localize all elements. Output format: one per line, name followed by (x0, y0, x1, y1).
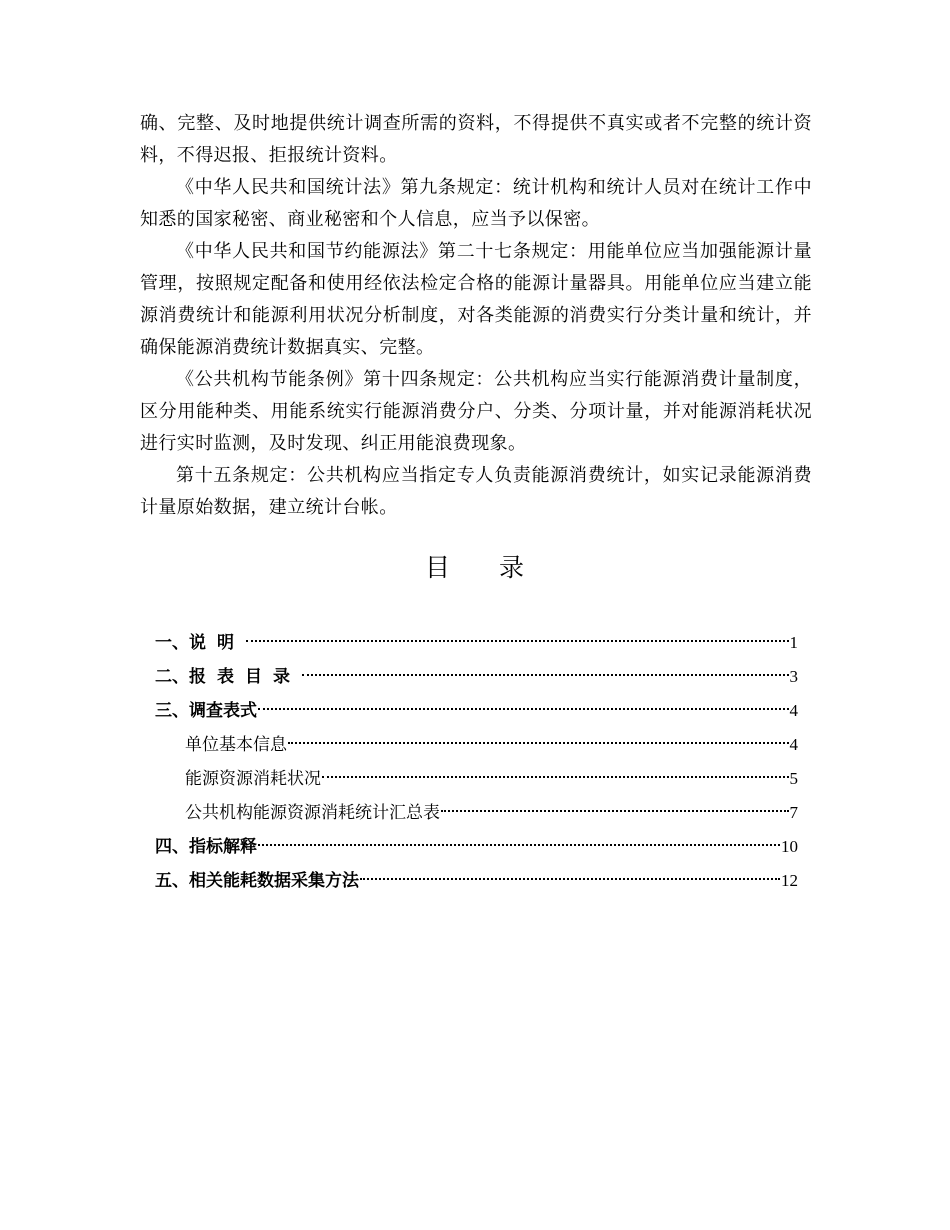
toc-entry-indicator-explanation[interactable] (155, 830, 798, 864)
toc-dot-leader (246, 640, 789, 642)
table-of-contents (155, 626, 798, 898)
toc-dot-leader (258, 844, 780, 846)
toc-dot-leader (258, 708, 789, 710)
toc-page-number: 12 (781, 871, 798, 890)
toc-page-number: 4 (789, 735, 798, 754)
toc-entry-label: 能源资源消耗状况 (185, 769, 321, 789)
toc-dot-leader (288, 742, 789, 744)
toc-entry-energy-consumption-status[interactable] (155, 762, 798, 796)
toc-page-number: 3 (789, 667, 798, 686)
toc-entry-report-catalog[interactable] (155, 660, 798, 694)
toc-page-number: 4 (789, 701, 798, 720)
toc-entry-number: 五、 (155, 871, 189, 891)
toc-heading-part1: 目 (424, 553, 451, 582)
toc-page-number: 7 (789, 803, 798, 822)
toc-entry-label: 报表目录 (189, 667, 301, 687)
toc-entry-number: 一、 (155, 633, 189, 653)
toc-entry-label: 指标解释 (189, 837, 257, 857)
toc-entry-number: 二、 (155, 667, 189, 687)
toc-entry-number: 四、 (155, 837, 189, 857)
toc-entry-label: 调查表式 (189, 701, 257, 721)
paragraph-continuation: 确、完整、及时地提供统计调查所需的资料，不得提供不真实或者不完整的统计资料，不得迟报、拒报统计资料。 (140, 113, 812, 166)
toc-entry-summary-table[interactable] (155, 796, 798, 830)
toc-dot-leader (302, 674, 789, 676)
toc-entry-label: 公共机构能源资源消耗统计汇总表 (185, 803, 440, 823)
toc-dot-leader (441, 810, 789, 812)
toc-heading-part2: 录 (499, 553, 526, 582)
paragraph-statistics-law: 《中华人民共和国统计法》第九条规定：统计机构和统计人员对在统计工作中知悉的国家秘密、商业秘密和个人信息，应当予以保密。 (140, 177, 812, 230)
toc-entry-number: 三、 (155, 701, 189, 721)
toc-entry-label: 相关能耗数据采集方法 (189, 871, 359, 891)
toc-entry-explanation[interactable] (155, 626, 798, 660)
regulation-text (140, 108, 812, 524)
toc-page-number: 5 (789, 769, 798, 788)
toc-entry-data-collection-methods[interactable] (155, 864, 798, 898)
toc-entry-label: 单位基本信息 (185, 735, 287, 755)
toc-entry-survey-forms[interactable] (155, 694, 798, 728)
toc-page-number: 10 (781, 837, 798, 856)
toc-entry-unit-basic-info[interactable] (155, 728, 798, 762)
paragraph-energy-conservation-law: 《中华人民共和国节约能源法》第二十七条规定：用能单位应当加强能源计量管理，按照规定配备和使用经依法检定合格的能源计量器具。用能单位应当建立能源消费统计和能源利用状况分析制度，对各类能源的消费实行分类计量和统计，并确保能源消费统计数据真实、完整。 (140, 241, 812, 358)
paragraph-article-fifteen: 第十五条规定：公共机构应当指定专人负责能源消费统计，如实记录能源消费计量原始数据，建立统计台帐。 (140, 465, 812, 518)
toc-heading (0, 548, 950, 584)
toc-page-number: 1 (789, 633, 798, 652)
toc-dot-leader (360, 878, 780, 880)
toc-entry-label: 说明 (189, 633, 245, 653)
toc-dot-leader (322, 776, 789, 778)
paragraph-public-institution-regulation: 《公共机构节能条例》第十四条规定：公共机构应当实行能源消费计量制度，区分用能种类、用能系统实行能源消费分户、分类、分项计量，并对能源消耗状况进行实时监测，及时发现、纠正用能浪费现象。 (140, 369, 812, 454)
